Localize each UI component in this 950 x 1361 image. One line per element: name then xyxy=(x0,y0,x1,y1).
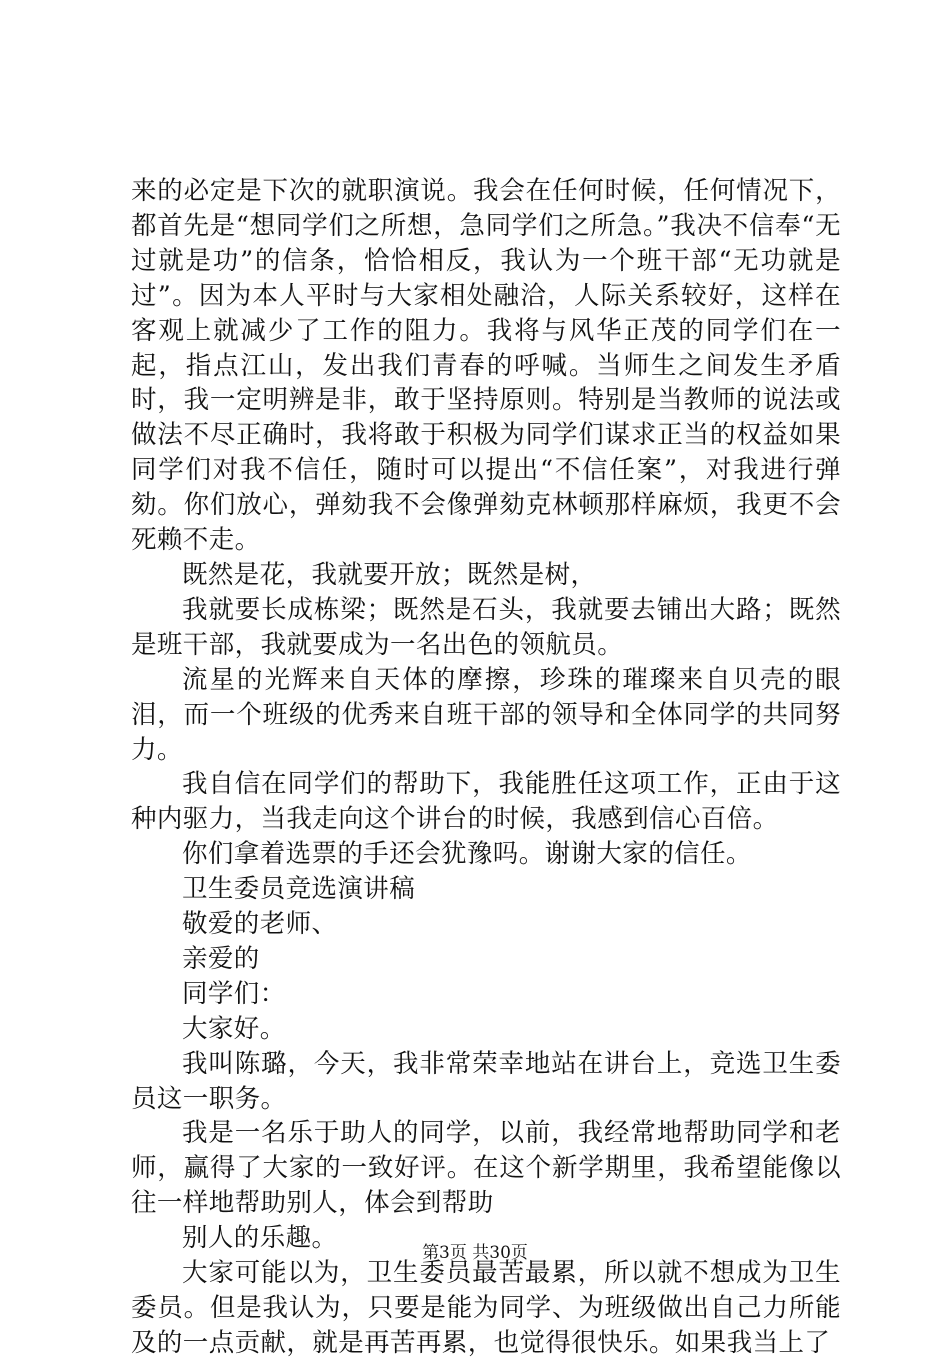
document-body xyxy=(131,174,841,1361)
paragraph: 我是一名乐于助人的同学，以前，我经常地帮助同学和老师，赢得了大家的一致好评。在这个新学期里，我希望能像以往一样地帮助别人，体会到帮助 xyxy=(131,1118,841,1219)
greeting-line: 大家好。 xyxy=(182,1013,286,1044)
paragraph: 你们拿着选票的手还会犹豫吗。谢谢大家的信任。 xyxy=(182,839,752,870)
paragraph: 我就要长成栋梁；既然是石头，我就要去铺出大路；既然是班干部，我就要成为一名出色的领航员。 xyxy=(131,594,841,660)
paragraph: 我自信在同学们的帮助下，我能胜任这项工作，正由于这种内驱力，当我走向这个讲台的时候，我感到信心百倍。 xyxy=(131,769,841,835)
paragraph: 流星的光辉来自天体的摩擦，珍珠的璀璨来自贝壳的眼泪，而一个班级的优秀来自班干部的领导和全体同学的共同努力。 xyxy=(131,664,841,765)
page-number-footer: 第3页 共30页 xyxy=(422,1243,528,1263)
paragraph: 来的必定是下次的就职演说。我会在任何时候，任何情况下，都首先是“想同学们之所想，急同学们之所急。”我决不信奉“无过就是功”的信条，恰恰相反，我认为一个班干部“无功就是过”。因为本人平时与大家相处融洽，人际关系较好，这样在客观上就减少了工作的阻力。我将与风华正茂的同学们在一起，指点江山，发出我们青春的呼喊。当师生之间发生矛盾时，我一定明辨是非，敢于坚持原则。特别是当教师的说法或做法不尽正确时，我将敢于积极为同学们谋求正当的权益如果同学们对我不信任，随时可以提出“不信任案”，对我进行弹劾。你们放心，弹劾我不会像弹劾克林顿那样麻烦，我更不会死赖不走。 xyxy=(131,176,841,556)
salutation-line: 敬爱的老师、 xyxy=(182,909,338,940)
salutation-line: 同学们： xyxy=(182,978,286,1009)
paragraph: 别人的乐趣。 xyxy=(182,1223,338,1254)
paragraph: 我叫陈璐，今天，我非常荣幸地站在讲台上，竞选卫生委员这一职务。 xyxy=(131,1048,841,1114)
salutation-line: 亲爱的 xyxy=(182,943,260,974)
section-title: 卫生委员竞选演讲稿 xyxy=(182,874,416,905)
paragraph: 大家可能以为，卫生委员最苦最累，所以就不想成为卫生委员。但是我认为，只要是能为同学、为班级做出自己力所能及的一点贡献，就是再苦再累，也觉得很快乐。如果我当上了 xyxy=(131,1258,841,1358)
paragraph: 既然是花，我就要开放；既然是树， xyxy=(182,559,597,590)
